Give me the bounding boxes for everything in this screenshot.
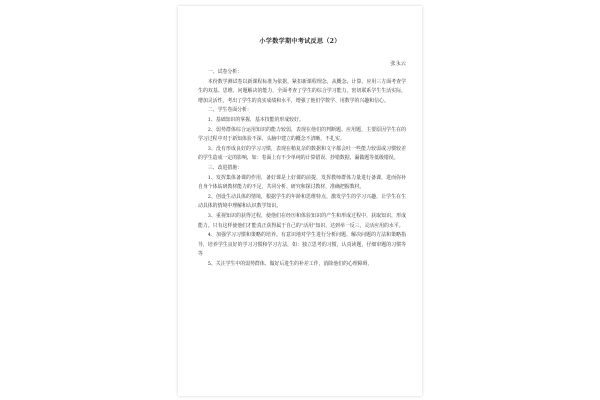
paragraph: 2、创设生动具体的情境，根据学生的年龄和思维特点，激发学生的学习兴趣，让学生在生动具体的情境中理解和认识数学知识。	[198, 193, 406, 210]
document-body	[198, 68, 406, 269]
section-heading-2: 二、学生卷面分析：	[207, 107, 252, 114]
author-name: 张永云	[390, 61, 406, 67]
paragraph: 1、发挥集体备课的作用，备好课是上好课的前提，发挥教师群体力量进行备课，进而弥补自身个体钻研教材能力的不足，共同分析、研究和探讨教材，准确把握教材。	[198, 174, 406, 191]
paragraph: 4、加强学习习惯和策略的培养。有意识地对学生进行分析问题、解决问题的方法和策略指导，培养学生良好的学习习惯和学习方法，如：独立思考的习惯，认真读题，仔细审题的习惯等等	[198, 232, 406, 258]
paragraph: 5、关注学生中的弱势群体，做好后进生的补差工作，消除他们的心理障碍，	[207, 260, 373, 267]
paragraph: 本份数学测试卷以新课程标准为依据，紧扣新课程理念，从概念、计算、应用三方面考查学生的双基、思维、问题解决的能力，全面考查了学生的综合学习能力。密切联系学生生活实际，增加灵活性，考出了学生的真实成绩和水平，增强了他们学数学、用数学的兴趣和信心。	[198, 78, 406, 104]
section-heading-3: 三、改进措施：	[207, 164, 243, 171]
paragraph: 2、弱势群体综合运用知识的能力较弱，表现在他们的判断题、应用题，主要原因学生在的学习过程中对于新知体验不深，头脑中建立的概念不清晰，不扎实。	[198, 126, 406, 143]
section-heading-1: 一、试卷分析：	[207, 69, 243, 75]
document-page	[178, 6, 422, 396]
paragraph: 3、没有形成良好的学习习惯，表现在稍复杂的数据和文字都会吐一些能力较弱或习惯较差的学生造成一定的影响，如：卷面上有不少单纯的计算错误、抄错数据、漏做题等低级错误。	[198, 145, 406, 162]
paragraph: 3、重视知识的获得过程，使他们在经历和体验知识的产生和形成过程中，获取知识，形成能力。只有这样使他们才能真正获得属于自己的“活用”知识，达到举一反三，灵活应用的水平。	[198, 212, 406, 229]
document-title: 小学数学期中考试反思（2）	[259, 38, 341, 45]
paragraph: 1、基础知识的掌握，基本技能的形成较好。	[207, 116, 304, 123]
